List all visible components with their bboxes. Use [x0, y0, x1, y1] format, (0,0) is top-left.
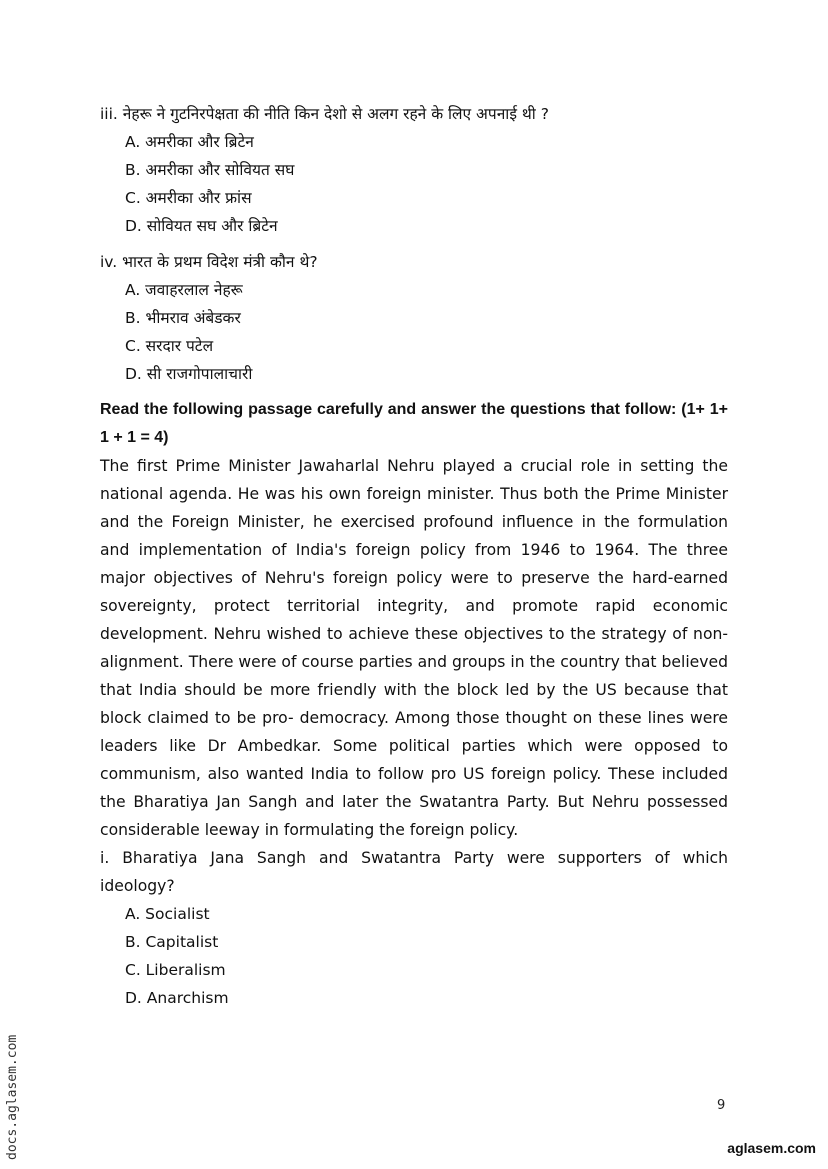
page-content [100, 100, 728, 1012]
option-d: D. सी राजगोपालाचारी [125, 365, 253, 383]
option-a: A. Socialist [125, 905, 210, 923]
passage-text: The first Prime Minister Jawaharlal Nehru played a crucial role in setting the national agenda. He was his own foreign minister. Thus both the Prime Minister and the Foreign Minister, he exercised profound influence in the formulation and implementation of India's foreign policy from 1946 to 1964. The three major objectives of Nehru's foreign policy were to preserve the hard-earned sovereignty, protect territorial integrity, and promote rapid economic development. Nehru wished to achieve these objectives to the strategy of non-alignment. There were of course parties and groups in the country that believed that India should be more friendly with the block led by the US because that block claimed to be pro- democracy. Among those thought on these lines were leaders like Dr Ambedkar. Some political parties which were opposed to communism, also wanted India to follow pro US foreign policy. These included the Bharatiya Jan Sangh and later the Swatantra Party. But Nehru possessed considerable leeway in formulating the foreign policy. [100, 457, 728, 839]
question-iii-options [100, 128, 728, 240]
passage-heading: Read the following passage carefully and answer the questions that follow: (1+ 1+ 1 + 1 = 4) [100, 401, 728, 446]
option-c: C. अमरीका और फ्रांस [125, 189, 252, 207]
passage-question-options [100, 900, 728, 1012]
option-c: C. Liberalism [125, 961, 226, 979]
question-iv: iv. भारत के प्रथम विदेश मंत्री कौन थे? [100, 253, 318, 271]
passage-question-i: i. Bharatiya Jana Sangh and Swatantra Party were supporters of which ideology? [100, 849, 728, 895]
question-iv-options [100, 276, 728, 388]
option-c: C. सरदार पटेल [125, 337, 214, 355]
option-b: B. भीमराव अंबेडकर [125, 309, 241, 327]
option-d: D. Anarchism [125, 989, 229, 1007]
option-d: D. सोवियत सघ और ब्रिटेन [125, 217, 278, 235]
brand-footer: aglasem.com [727, 1140, 816, 1156]
option-b: B. Capitalist [125, 933, 219, 951]
option-b: B. अमरीका और सोवियत सघ [125, 161, 295, 179]
option-a: A. जवाहरलाल नेहरू [125, 281, 243, 299]
option-a: A. अमरीका और ब्रिटेन [125, 133, 254, 151]
question-iii: iii. नेहरू ने गुटनिरपेक्षता की नीति किन देशो से अलग रहने के लिए अपनाई थी ? [100, 105, 549, 123]
side-watermark: docs.aglasem.com [5, 1034, 20, 1160]
page-number: 9 [717, 1098, 726, 1113]
